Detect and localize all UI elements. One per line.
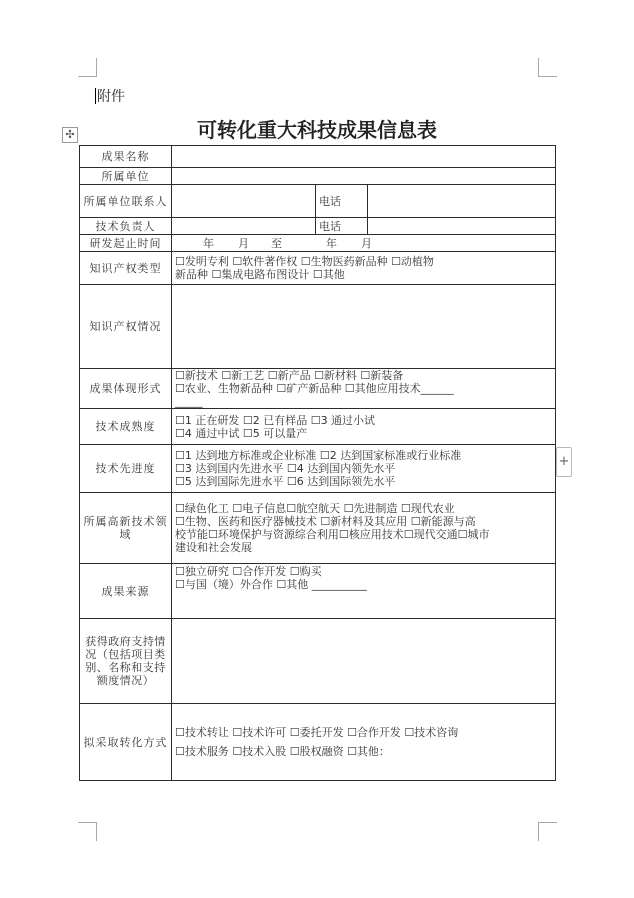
crop-mark-bottom-right	[538, 822, 557, 841]
tech-lead-phone-cell[interactable]	[368, 218, 556, 235]
table-row	[80, 445, 556, 493]
attachment-label[interactable]: 附件	[97, 89, 125, 105]
unit-cell[interactable]	[172, 168, 556, 185]
label-transfer-method: 拟采取转化方式	[80, 704, 172, 781]
transfer-method-options[interactable]: ☐技术转让 ☐技术许可 ☐委托开发 ☐合作开发 ☐技术咨询 ☐技术服务 ☐技术入股 ☐股权融资 ☐其他：	[172, 704, 556, 781]
label-tech-lead: 技术负责人	[80, 218, 172, 235]
label-tech-lead-phone: 电话	[316, 218, 368, 235]
gov-support-cell[interactable]	[172, 619, 556, 704]
text-cursor	[95, 88, 96, 104]
table-row	[80, 168, 556, 185]
contact-phone-cell[interactable]	[368, 185, 556, 218]
table-row	[80, 619, 556, 704]
label-hightech-field: 所属高新技术领域	[80, 493, 172, 564]
table-row	[80, 146, 556, 168]
crop-mark-top-left	[78, 58, 97, 77]
tech-lead-cell[interactable]	[172, 218, 316, 235]
label-achievement-form: 成果体现形式	[80, 369, 172, 409]
info-table	[79, 145, 556, 781]
ip-type-options[interactable]: ☐发明专利 ☐软件著作权 ☐生物医药新品种 ☐动植物 新品种 ☐集成电路布图设计 ☐其他	[172, 252, 556, 285]
label-achievement-name: 成果名称	[80, 146, 172, 168]
label-achievement-source: 成果来源	[80, 564, 172, 619]
achievement-form-options[interactable]: ☐新技术 ☐新工艺 ☐新产品 ☐新材料 ☐新装备 ☐农业、生物新品种 ☐矿产新品种 ☐其他应用技术______ _____	[172, 369, 556, 409]
table-row	[80, 252, 556, 285]
label-unit: 所属单位	[80, 168, 172, 185]
achievement-source-options[interactable]: ☐独立研究 ☐合作开发 ☐购买 ☐与国（境）外合作 ☐其他 __________	[172, 564, 556, 619]
table-row	[80, 564, 556, 619]
table-row	[80, 704, 556, 781]
table-row	[80, 218, 556, 235]
label-rd-period: 研发起止时间	[80, 235, 172, 252]
crop-mark-top-right	[538, 58, 557, 77]
label-gov-support: 获得政府支持情况（包括项目类别、名称和支持额度情况）	[80, 619, 172, 704]
achievement-name-cell[interactable]	[172, 146, 556, 168]
page-title: 可转化重大科技成果信息表	[197, 118, 437, 142]
tech-maturity-options[interactable]: ☐1 正在研发 ☐2 已有样品 ☐3 通过小试 ☐4 通过中试 ☐5 可以量产	[172, 409, 556, 445]
table-row	[80, 369, 556, 409]
hightech-field-options[interactable]: ☐绿色化工 ☐电子信息☐航空航天 ☐先进制造 ☐现代农业 ☐生物、医药和医疗器械技术 ☐新材料及其应用 ☐新能源与高 校节能☐环境保护与资源综合利用☐核应用技术☐现代交通☐城市 建设和社会发展	[172, 493, 556, 564]
table-row	[80, 235, 556, 252]
label-tech-maturity: 技术成熟度	[80, 409, 172, 445]
rd-period-cell[interactable]: 年 月 至 年 月	[172, 235, 556, 252]
table-row	[80, 493, 556, 564]
table-row	[80, 185, 556, 218]
label-ip-status: 知识产权情况	[80, 285, 172, 369]
ip-status-cell[interactable]	[172, 285, 556, 369]
table-row	[80, 285, 556, 369]
label-tech-advance: 技术先进度	[80, 445, 172, 493]
label-ip-type: 知识产权类型	[80, 252, 172, 285]
label-unit-contact: 所属单位联系人	[80, 185, 172, 218]
tech-advance-options[interactable]: ☐1 达到地方标准或企业标准 ☐2 达到国家标准或行业标准 ☐3 达到国内先进水平 ☐4 达到国内领先水平 ☐5 达到国际先进水平 ☐6 达到国际领先水平	[172, 445, 556, 493]
label-contact-phone: 电话	[316, 185, 368, 218]
unit-contact-cell[interactable]	[172, 185, 316, 218]
table-move-handle-icon[interactable]: ✣	[62, 127, 78, 143]
add-column-icon[interactable]: +	[556, 447, 572, 477]
table-row	[80, 409, 556, 445]
crop-mark-bottom-left	[78, 822, 97, 841]
